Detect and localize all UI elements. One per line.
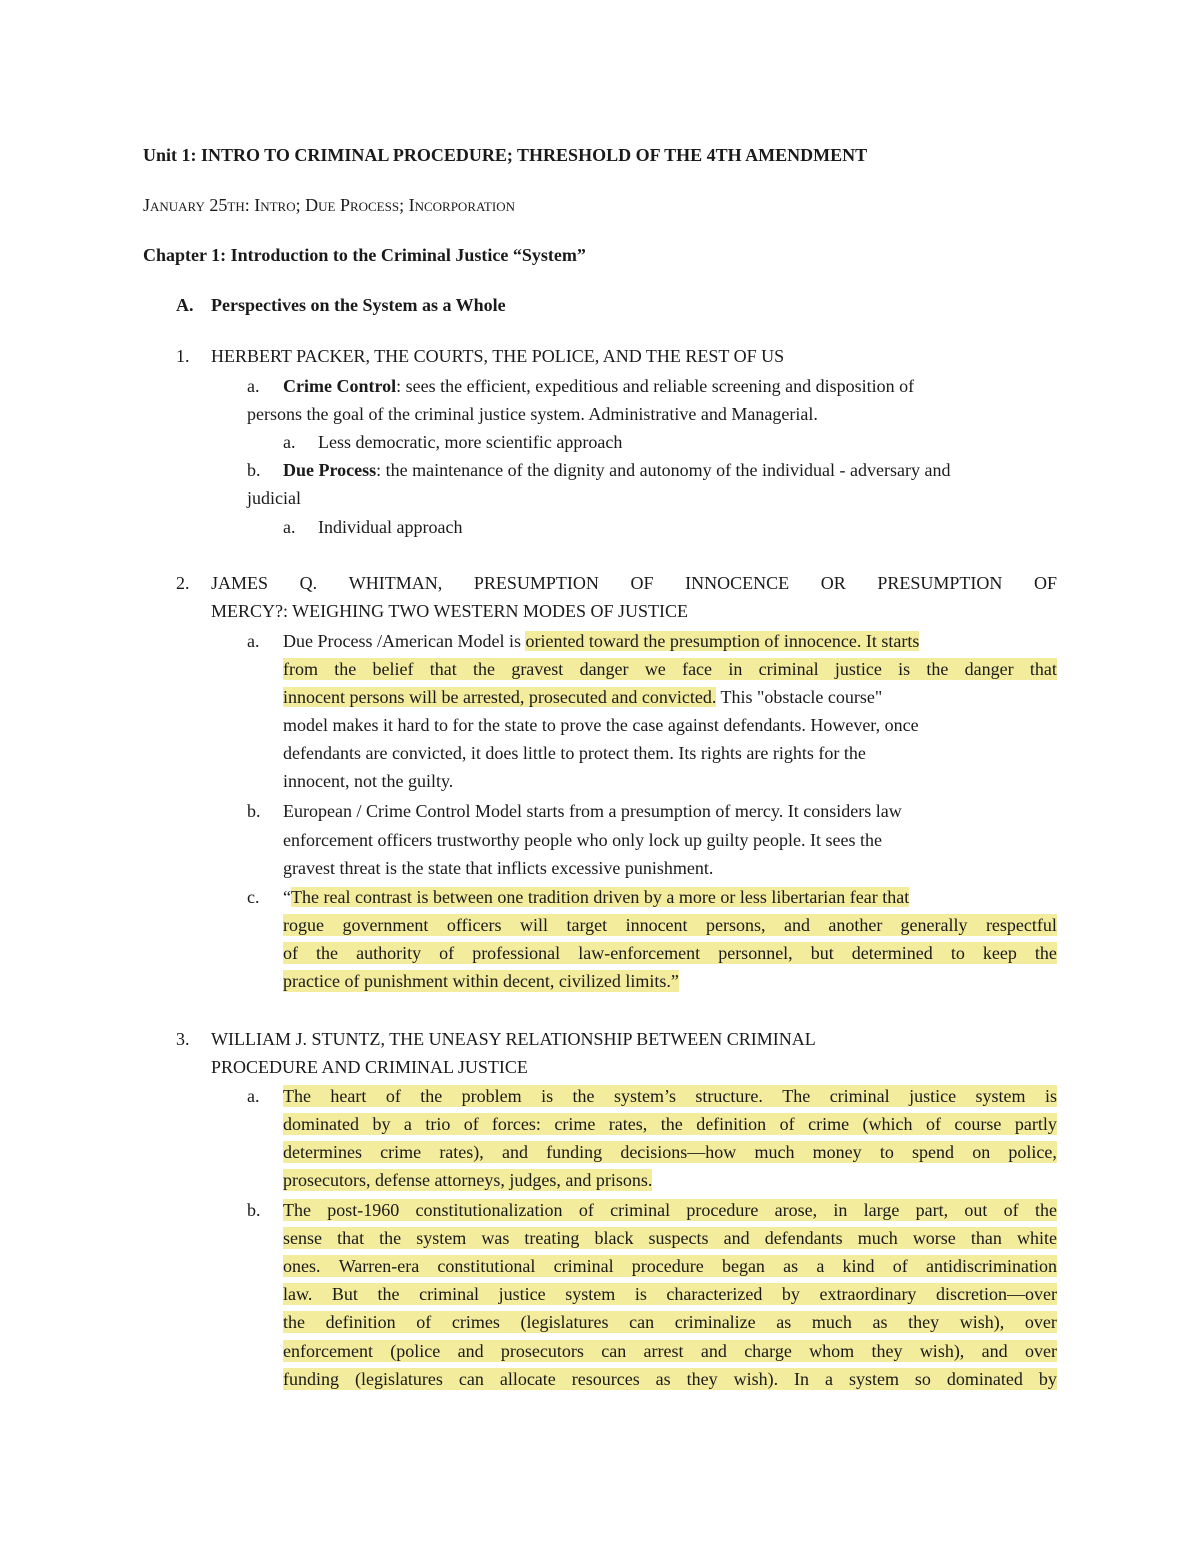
date-line: January 25th: Intro; Due Process; Incorporation	[143, 195, 515, 215]
list-marker: b.	[247, 801, 261, 821]
unit-title: Unit 1: INTRO TO CRIMINAL PROCEDURE; THRESHOLD OF THE 4TH AMENDMENT	[143, 145, 868, 165]
list-marker: a.	[283, 432, 296, 452]
list-item-text: The post-1960 constitutionalization of criminal procedure arose, in large part, out of the	[283, 1200, 1057, 1220]
list-item-text: persons the goal of the criminal justice system. Administrative and Managerial.	[247, 404, 818, 424]
list-item-text: funding (legislatures can allocate resources as they wish). In a system so dominated by	[283, 1369, 1057, 1389]
item-title: WILLIAM J. STUNTZ, THE UNEASY RELATIONSHIP BETWEEN CRIMINAL	[211, 1029, 816, 1049]
item-title: MERCY?: WEIGHING TWO WESTERN MODES OF JUSTICE	[211, 601, 688, 621]
list-item-text: determines crime rates), and funding decisions—how much money to spend on police,	[283, 1142, 1057, 1162]
list-marker: a.	[247, 631, 260, 651]
list-item-text: dominated by a trio of forces: crime rates, the definition of crime (which of course partly	[283, 1114, 1057, 1134]
list-item-text: European / Crime Control Model starts from a presumption of mercy. It considers law	[283, 801, 902, 821]
list-item-text: from the belief that the gravest danger we face in criminal justice is the danger that	[283, 659, 1057, 679]
chapter-title: Chapter 1: Introduction to the Criminal Justice “System”	[143, 245, 586, 265]
list-marker: a.	[283, 517, 296, 537]
list-item-text: judicial	[247, 488, 301, 508]
list-item-text: innocent persons will be arrested, prosecuted and convicted. This "obstacle course"	[283, 687, 883, 707]
list-item-text: defendants are convicted, it does little to protect them. Its rights are rights for the	[283, 743, 866, 763]
list-item-text: innocent, not the guilty.	[283, 771, 454, 791]
list-item-text: model makes it hard to for the state to prove the case against defendants. However, once	[283, 715, 919, 735]
list-marker: 1.	[176, 346, 190, 366]
list-item-text: The heart of the problem is the system’s structure. The criminal justice system is	[283, 1086, 1057, 1106]
item-title: HERBERT PACKER, THE COURTS, THE POLICE, AND THE REST OF US	[211, 346, 785, 366]
list-item-text: Individual approach	[318, 517, 463, 537]
list-marker: a.	[247, 376, 260, 396]
list-item-text: Crime Control: sees the efficient, expeditious and reliable screening and disposition of	[283, 376, 915, 396]
list-marker: c.	[247, 887, 260, 907]
list-item-text: enforcement (police and prosecutors can arrest and charge whom they wish), and over	[283, 1341, 1057, 1361]
list-marker: a.	[247, 1086, 260, 1106]
list-item-text: practice of punishment within decent, civilized limits.”	[283, 971, 679, 991]
list-item-text: sense that the system was treating black suspects and defendants much worse than white	[283, 1228, 1057, 1248]
item-title: JAMES Q. WHITMAN, PRESUMPTION OF INNOCENCE OR PRESUMPTION OF	[211, 573, 1057, 593]
list-item-text: rogue government officers will target innocent persons, and another generally respectful	[283, 915, 1057, 935]
list-item-text: prosecutors, defense attorneys, judges, and prisons.	[283, 1170, 653, 1190]
list-marker: 3.	[176, 1029, 190, 1049]
list-marker: b.	[247, 460, 261, 480]
list-item-text: “The real contrast is between one tradition driven by a more or less libertarian fear that	[283, 887, 910, 907]
section-title: Perspectives on the System as a Whole	[211, 295, 506, 315]
list-item-text: Less democratic, more scientific approach	[318, 432, 623, 452]
list-item-text: Due Process /American Model is oriented toward the presumption of innocence. It starts	[283, 631, 920, 651]
list-marker: 2.	[176, 573, 190, 593]
list-item-text: of the authority of professional law-enforcement personnel, but determined to keep the	[283, 943, 1057, 963]
list-item-text: law. But the criminal justice system is characterized by extraordinary discretion—over	[283, 1284, 1057, 1304]
list-marker: b.	[247, 1200, 261, 1220]
list-item-text: gravest threat is the state that inflicts excessive punishment.	[283, 858, 714, 878]
list-item-text: ones. Warren-era constitutional criminal procedure began as a kind of antidiscrimination	[283, 1256, 1057, 1276]
list-item-text: Due Process: the maintenance of the dignity and autonomy of the individual - adversary and	[283, 460, 951, 480]
list-item-text: enforcement officers trustworthy people who only lock up guilty people. It sees the	[283, 830, 883, 850]
list-item-text: the definition of crimes (legislatures can criminalize as much as they wish), over	[283, 1312, 1057, 1332]
section-marker: A.	[176, 295, 194, 315]
item-title: PROCEDURE AND CRIMINAL JUSTICE	[211, 1057, 528, 1077]
